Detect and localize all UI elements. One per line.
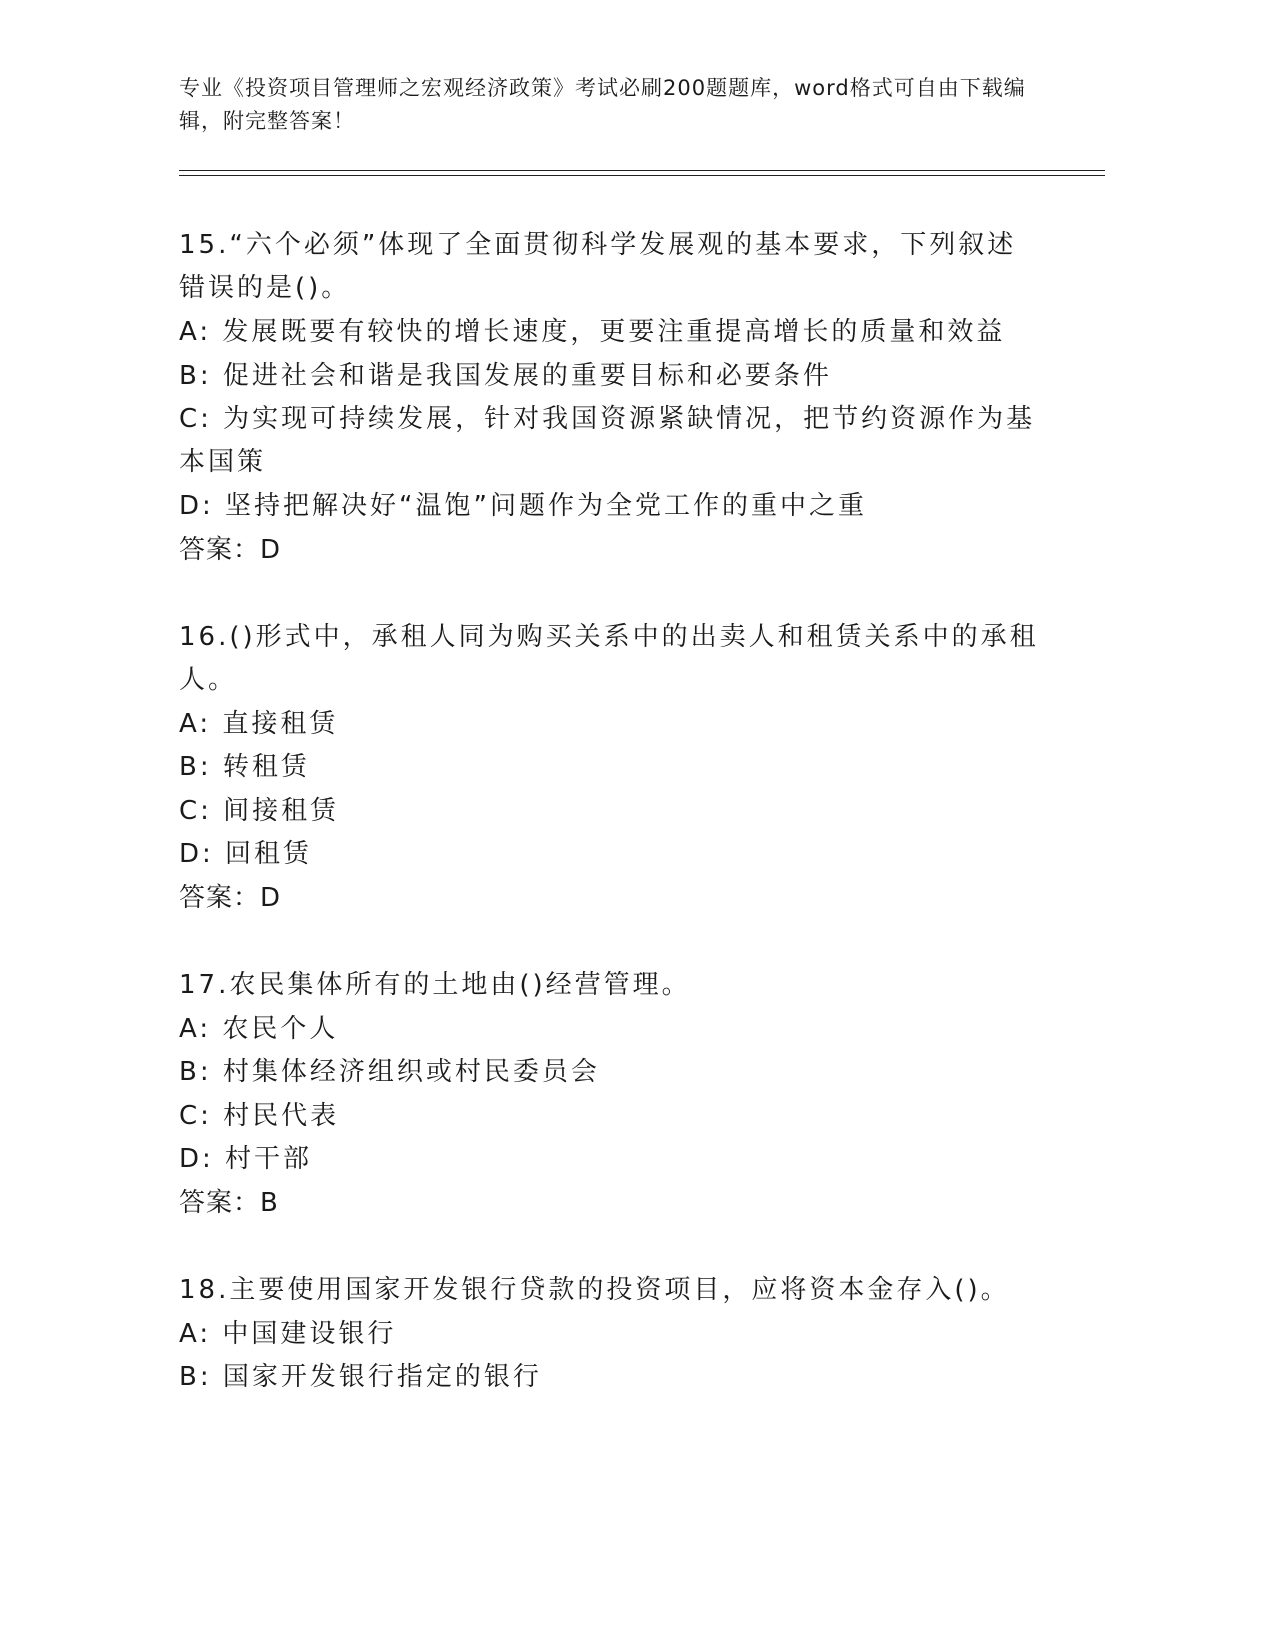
- question-17-answer: 答案：B: [179, 1188, 279, 1218]
- question-17-option-c: C: 村民代表: [179, 1101, 340, 1131]
- question-15-option-b: B: 促进社会和谐是我国发展的重要目标和必要条件: [179, 361, 832, 391]
- document-header: 专业《投资项目管理师之宏观经济政策》考试必刷200题题库，word格式可自由下载编辑，附完整答案！: [179, 76, 1026, 133]
- question-15-option-a: A: 发展既要有较快的增长速度，更要注重提高增长的质量和效益: [179, 317, 1006, 347]
- question-16-option-d: D: 回租赁: [179, 839, 313, 869]
- question-15-option-d: D: 坚持把解决好“温饱”问题作为全党工作的重中之重: [179, 491, 867, 521]
- question-15-stem: 15.“六个必须”体现了全面贯彻科学发展观的基本要求，下列叙述错误的是()。: [179, 230, 1017, 303]
- question-16-option-b: B: 转租赁: [179, 752, 310, 782]
- question-16-option-a: A: 直接租赁: [179, 709, 339, 739]
- question-16-answer: 答案：D: [179, 883, 282, 913]
- question-17-stem: 17.农民集体所有的土地由()经营管理。: [179, 970, 691, 1000]
- header-rule-top: [179, 170, 1105, 171]
- question-17-option-b: B: 村集体经济组织或村民委员会: [179, 1057, 600, 1087]
- header-rule-bottom: [179, 175, 1105, 176]
- question-18-stem: 18.主要使用国家开发银行贷款的投资项目，应将资本金存入()。: [179, 1275, 1010, 1305]
- question-16-option-c: C: 间接租赁: [179, 796, 340, 826]
- question-17-option-d: D: 村干部: [179, 1144, 313, 1174]
- question-17-option-a: A: 农民个人: [179, 1014, 339, 1044]
- question-15-option-c: C: 为实现可持续发展，针对我国资源紧缺情况，把节约资源作为基本国策: [179, 404, 1036, 477]
- question-18-option-a: A: 中国建设银行: [179, 1319, 397, 1349]
- question-18-option-b: B: 国家开发银行指定的银行: [179, 1362, 542, 1392]
- question-15-answer: 答案：D: [179, 535, 282, 565]
- question-16-stem: 16.()形式中，承租人同为购买关系中的出卖人和租赁关系中的承租人。: [179, 622, 1039, 695]
